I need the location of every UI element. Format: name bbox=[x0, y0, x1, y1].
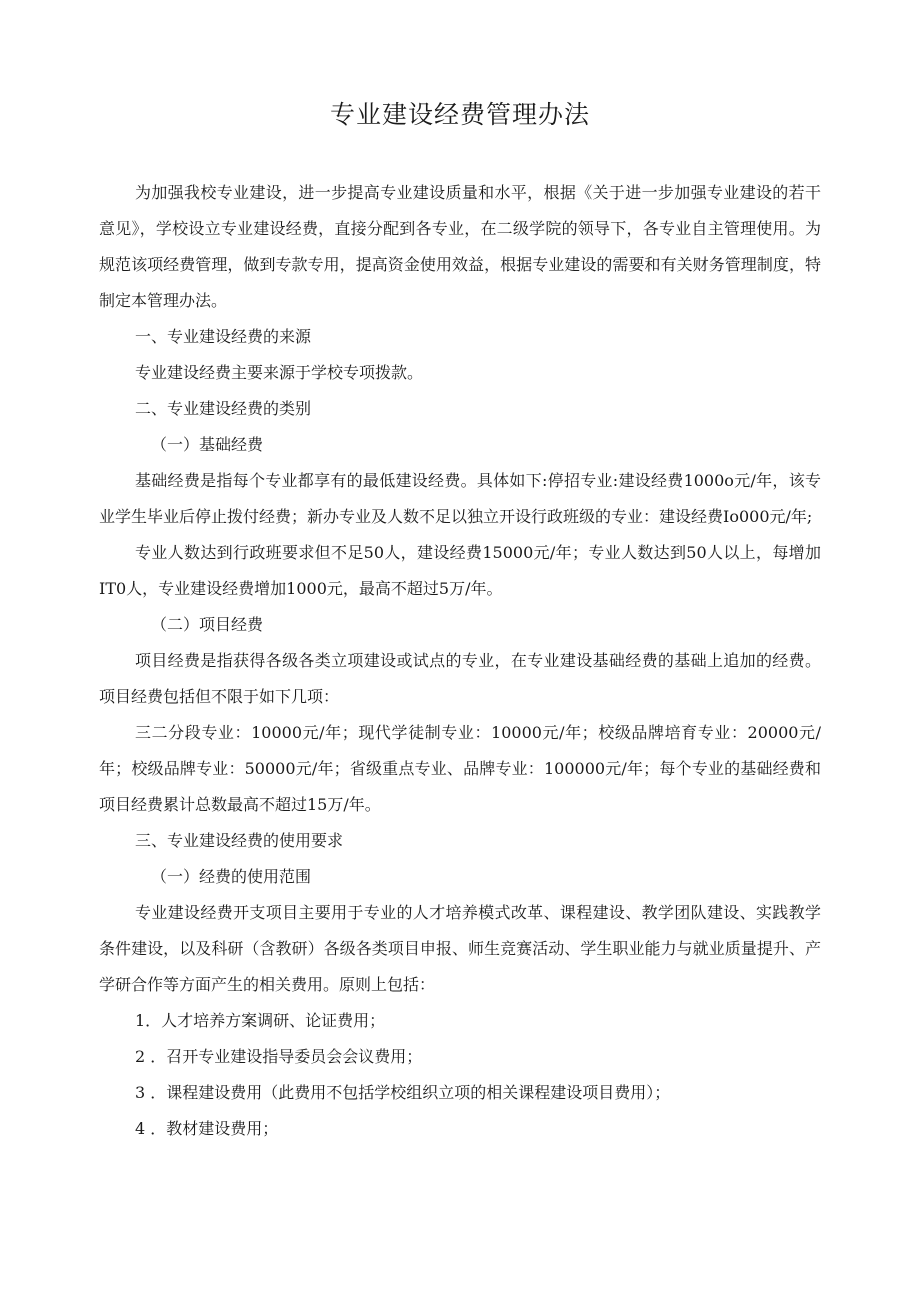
section-heading-2: 二、专业建设经费的类别 bbox=[135, 399, 312, 418]
paragraph-source: 专业建设经费主要来源于学校专项拨款。 bbox=[135, 363, 424, 382]
list-item-3: 3 ．课程建设费用（此费用不包括学校组织立项的相关课程建设项目费用）； bbox=[135, 1083, 671, 1102]
list-item-4: 4 ．教材建设费用； bbox=[135, 1119, 279, 1138]
paragraph-basic-funds: 基础经费是指每个专业都享有的最低建设经费。具体如下:停招专业:建设经费1000o元/年，该专业学生毕业后停止拨付经费；新办专业及人数不足以独立开设行政班级的专业：建设经费Io000元/年; bbox=[99, 471, 821, 526]
document-title: 专业建设经费管理办法 bbox=[329, 100, 590, 129]
paragraph-intro: 为加强我校专业建设，进一步提高专业建设质量和水平，根据《关于进一步加强专业建设的若干意见》，学校设立专业建设经费，直接分配到各专业，在二级学院的领导下，各专业自主管理使用。为规范该项经费管理，做到专款专用，提高资金使用效益，根据专业建设的需要和有关财务管理制度，特制定本管理办法。 bbox=[99, 183, 821, 310]
document-body bbox=[99, 175, 821, 1147]
subheading-usage-scope: （一）经费的使用范围 bbox=[151, 867, 312, 886]
paragraph-student-count: 专业人数达到行政班要求但不足50人，建设经费15000元/年；专业人数达到50人以上，每增加IT0人，专业建设经费增加1000元，最高不超过5万/年。 bbox=[99, 543, 821, 598]
list-item-2: 2 ．召开专业建设指导委员会会议费用； bbox=[135, 1047, 423, 1066]
section-heading-3: 三、专业建设经费的使用要求 bbox=[135, 831, 344, 850]
paragraph-usage-scope: 专业建设经费开支项目主要用于专业的人才培养模式改革、课程建设、教学团队建设、实践教学条件建设，以及科研（含教研）各级各类项目申报、师生竞赛活动、学生职业能力与就业质量提升、产学研合作等方面产生的相关费用。原则上包括： bbox=[99, 903, 821, 994]
subheading-basic-funds: （一）基础经费 bbox=[151, 435, 264, 454]
section-heading-1: 一、专业建设经费的来源 bbox=[135, 327, 312, 346]
paragraph-project-funds: 项目经费是指获得各级各类立项建设或试点的专业，在专业建设基础经费的基础上追加的经费。项目经费包括但不限于如下几项： bbox=[99, 651, 821, 706]
list-item-1: 1．人才培养方案调研、论证费用； bbox=[135, 1011, 386, 1030]
subheading-project-funds: （二）项目经费 bbox=[151, 615, 264, 634]
paragraph-project-amounts: 三二分段专业：10000元/年；现代学徒制专业：10000元/年；校级品牌培育专业：20000元/年；校级品牌专业：50000元/年；省级重点专业、品牌专业：100000元/年；每个专业的基础经费和项目经费累计总数最高不超过15万/年。 bbox=[99, 723, 821, 814]
